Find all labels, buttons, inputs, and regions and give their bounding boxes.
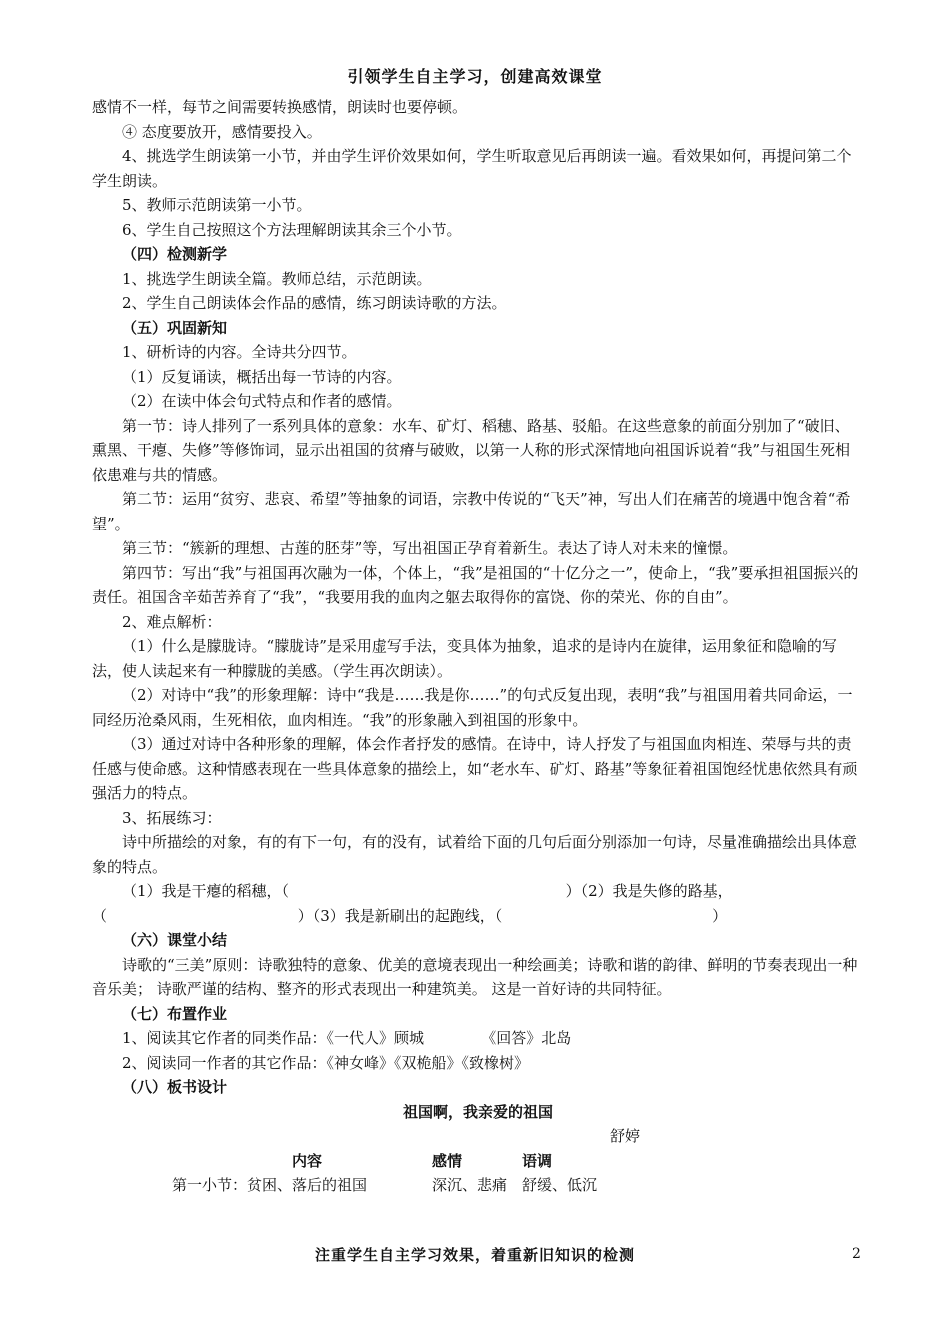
paragraph: 1、研析诗的内容。全诗共分四节。: [122, 343, 357, 361]
paragraph: 2、难点解析：: [122, 612, 222, 631]
paragraph: 2、学生自己朗读体会作品的感情，练习朗读诗歌的方法。: [122, 294, 507, 312]
section-heading: （五）巩固新知: [122, 318, 228, 337]
paragraph: 第三节：“簇新的理想、古莲的胚芽”等，写出祖国正孕育着新生。表达了诗人对未来的憧憬。: [122, 539, 738, 557]
paragraph: 4、挑选学生朗读第一小节，并由学生评价效果如何，学生听取意见后再朗读一遍。看效果如何，再提问第二个学生朗读。: [92, 147, 852, 190]
board-row: [92, 1173, 864, 1198]
page-footer: 注重学生自主学习效果，着重新旧知识的检测: [314, 1246, 635, 1264]
paragraph: 1、阅读其它作者的同类作品：《一代人》顾城 《回答》北岛: [122, 1029, 572, 1047]
page-number: 2: [852, 1246, 861, 1262]
paragraph: 3、拓展练习：: [122, 808, 222, 827]
board-cell-tone: 舒缓、低沉: [522, 1176, 598, 1194]
board-header-row: [92, 1149, 864, 1174]
paragraph: （1）反复诵读，概括出每一节诗的内容。: [122, 367, 402, 386]
paragraph: 5、教师示范朗读第一小节。: [122, 196, 312, 214]
fill-in-line: （1）我是干瘪的稻穗，（ ）（2）我是失修的路基，: [122, 882, 733, 900]
board-header-tone: 语调: [522, 1151, 553, 1170]
fill-in-line: （ ）（3）我是新刷出的起跑线，（ ）: [92, 906, 728, 925]
paragraph: （2）在读中体会句式特点和作者的感情。: [122, 392, 402, 410]
page-header: 引领学生自主学习，创建高效课堂: [347, 67, 603, 86]
section-heading: （八）板书设计: [122, 1078, 228, 1096]
paragraph: （2）对诗中“我”的形象理解：诗中“我是……我是你……”的句式反复出现，表明“我”与祖国用着共同命运，一同经历沧桑风雨，生死相依，血肉相连。“我”的形象融入到祖国的形象中。: [92, 686, 853, 729]
document-body: [92, 95, 864, 1198]
paragraph: 诗歌的“三美”原则：诗歌独特的意象、优美的意境表现出一种绘画美；诗歌和谐的韵律、鲜明的节奏表现出一种音乐美； 诗歌严谨的结构、整齐的形式表现出一种建筑美。 这是一首好诗的共同特征。: [92, 955, 858, 998]
paragraph: 诗中所描绘的对象，有的有下一句，有的没有，试着给下面的几句后面分别添加一句诗，尽量准确描绘出具体意象的特点。: [92, 833, 858, 876]
paragraph: （3）通过对诗中各种形象的理解，体会作者抒发的感情。在诗中，诗人抒发了与祖国血肉相连、荣辱与共的责任感与使命感。这种情感表现在一些具体意象的描绘上，如“老水车、矿灯、路基”等象征着祖国饱经忧患依然具有顽强活力的特点。: [92, 735, 858, 802]
board-title: 祖国啊，我亲爱的祖国: [402, 1102, 553, 1121]
paragraph: 2、阅读同一作者的其它作品：《神女峰》《双桅船》《致橡树》: [122, 1053, 530, 1072]
board-cell-content: 第一小节：贫困、落后的祖国: [172, 1176, 368, 1194]
paragraph: 第二节：运用“贫穷、悲哀、希望”等抽象的词语，宗教中传说的“飞天”神，写出人们在痛苦的境遇中饱含着“希望”。: [92, 490, 851, 533]
section-heading: （四）检测新学: [122, 245, 228, 263]
paragraph: 感情不一样，每节之间需要转换感情，朗读时也要停顿。: [92, 98, 468, 116]
section-heading: （七）布置作业: [122, 1004, 228, 1023]
paragraph: ④ 态度要放开，感情要投入。: [122, 122, 322, 141]
section-heading: （六）课堂小结: [122, 931, 228, 949]
board-author: 舒婷: [610, 1127, 641, 1145]
board-header-emotion: 感情: [432, 1151, 463, 1170]
board-cell-emotion: 深沉、悲痛: [432, 1176, 508, 1194]
paragraph: 1、挑选学生朗读全篇。教师总结，示范朗读。: [122, 269, 432, 288]
paragraph: 第一节：诗人排列了一系列具体的意象：水车、矿灯、稻穗、路基、驳船。在这些意象的前面分别加了“破旧、熏黑、干瘪、失修”等修饰词，显示出祖国的贫瘠与破败，以第一人称的形式深情地向祖国诉说着“我”与祖国生死相依患难与共的情感。: [92, 416, 851, 484]
paragraph: （1）什么是朦胧诗。“朦胧诗”是采用虚写手法，变具体为抽象，追求的是诗内在旋律，运用象征和隐喻的写法，使人读起来有一种朦胧的美感。（学生再次朗读）。: [92, 637, 837, 680]
paragraph: 6、学生自己按照这个方法理解朗读其余三个小节。: [122, 220, 462, 239]
board-header-content: 内容: [292, 1151, 323, 1170]
paragraph: 第四节：写出“我”与祖国再次融为一体，个体上，“我”是祖国的“十亿分之一”，使命上，“我”要承担祖国振兴的责任。祖国含辛茹苦养育了“我”，“我要用我的血肉之躯去取得你的富饶、你的荣光、你的自由”。: [92, 563, 859, 606]
